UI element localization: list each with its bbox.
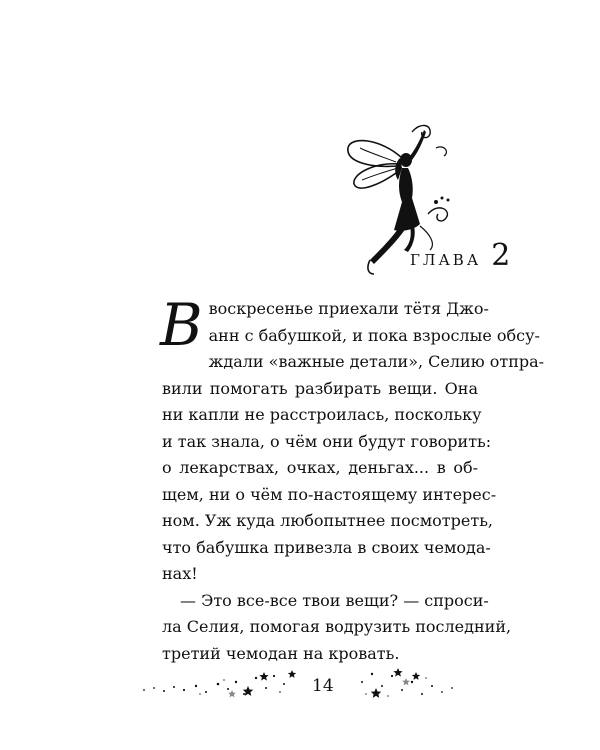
- drop-cap: В: [160, 291, 203, 359]
- text-line: вили помогать разбирать вещи. Она: [162, 378, 478, 398]
- text-line: ждали «важные детали», Селию отпра-: [208, 352, 545, 371]
- chapter-label: ГЛАВА: [410, 251, 482, 269]
- text-line: и так знала, о чём они будут говорить:: [162, 431, 492, 451]
- text-line: третий чемодан на кровать.: [162, 643, 400, 663]
- text-line: анн с бабушкой, и пока взрослые обсу-: [208, 325, 540, 345]
- text-line-content: — Это все-все твои вещи? — спроси-: [180, 590, 489, 610]
- chapter-number: 2: [491, 238, 511, 273]
- chapter-heading: [410, 238, 510, 272]
- page-number: 14: [312, 676, 334, 696]
- text-line: щем, ни о чём по-настоящему интерес-: [162, 484, 497, 504]
- paragraph-2: [162, 588, 512, 668]
- paragraph-1: [160, 291, 545, 588]
- text-line: [162, 588, 489, 615]
- chapter-body: [160, 291, 545, 667]
- text-line: что бабушка привезла в своих чемода-: [162, 537, 491, 557]
- text-line: воскресенье приехали тётя Джо-: [208, 299, 489, 318]
- text-line: о лекарствах, очках, деньгах... в об-: [162, 458, 478, 477]
- text-line: нах!: [162, 564, 198, 583]
- text-line: ни капли не расстроилась, поскольку: [162, 405, 482, 424]
- stars-ornament-icon: [140, 668, 460, 708]
- text-line: ном. Уж куда любопытнее посмотреть,: [162, 511, 494, 530]
- text-line: ла Селия, помогая водрузить последний,: [162, 617, 512, 636]
